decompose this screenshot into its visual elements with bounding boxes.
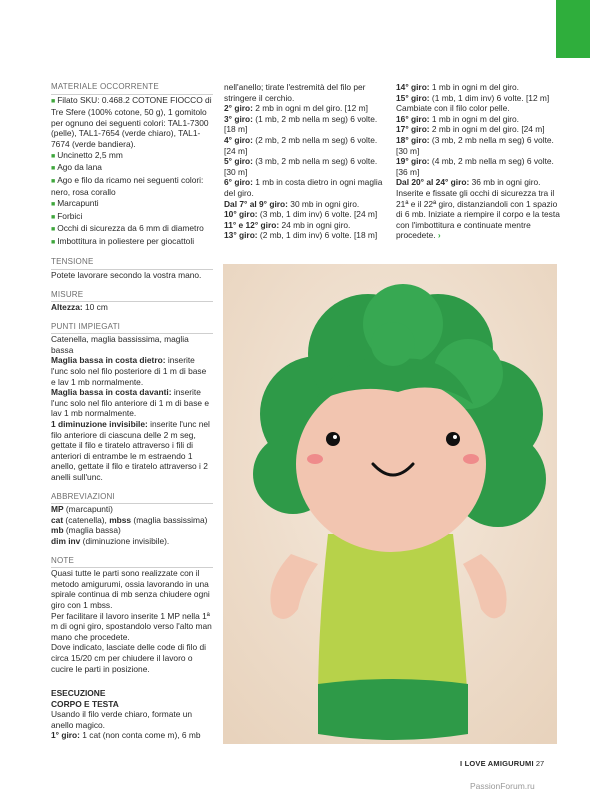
dim-inv [51, 419, 213, 483]
corpo-text: Usando il filo verde chiaro, formate un anello magico. [51, 709, 193, 730]
giro-label: 5° giro: [224, 156, 253, 167]
continue-arrow-icon: › [437, 230, 441, 241]
material-item: ■ Filato SKU: 0.468.2 COTONE FIOCCO di Tre Sfere (100% cotone, 50 g), 1 gomitolo per ognuno dei seguenti colori: TAL1-7300 (pelle), TAL1-7654 (verde chiaro), TAL1-7674 (verde bandiera). [51, 95, 213, 150]
giro-text: 1 mb in ogni m del giro. [429, 82, 519, 92]
column-1 [51, 82, 213, 741]
giro-row [224, 156, 386, 177]
mb-davanti-label: Maglia bassa in costa davanti: [51, 387, 172, 398]
abbrev-key: mb [51, 525, 64, 536]
giro-label: 11° e 12° giro: [224, 219, 280, 230]
giro-text: (3 mb, 1 dim inv) 6 volte. [24 m] [257, 209, 378, 220]
giro-label: 4° giro: [224, 134, 253, 145]
magazine-brand: I LOVE AMIGURUMI [460, 759, 534, 768]
note-paragraph: Per facilitare il lavoro inserite 1 MP nella 1ª m di ogni giro, spostandolo verso l'alto man mano che procedete. [51, 610, 212, 642]
abbrev-value: (marcapunti) [63, 504, 113, 515]
doll-right-eye [446, 432, 460, 446]
giro-row [396, 124, 560, 135]
giro-label: 2° giro: [224, 103, 253, 114]
giro-label: 15° giro: [396, 92, 430, 103]
giro-row [224, 103, 386, 114]
giro-label: 16° giro: [396, 113, 430, 124]
giro-row [396, 103, 560, 114]
giro-text: (4 mb, 2 mb nella m seg) 6 volte. [36 m] [396, 156, 554, 177]
abbrev-value: (maglia bassa) [63, 525, 121, 536]
giro-text: 1 mb in costa dietro in ogni maglia del giro. [224, 177, 383, 198]
abbrev-key: dim inv [51, 535, 81, 546]
amigurumi-photo [223, 264, 557, 744]
giro-label: 3° giro: [224, 113, 253, 124]
esecuzione-heading: ESECUZIONE [51, 688, 106, 699]
giro-row [224, 199, 386, 210]
altezza-label: Altezza: [51, 302, 83, 313]
abbrev-key: MP [51, 504, 64, 515]
material-item: ■ Ago da lana [51, 162, 213, 175]
materiale-title: MATERIALE OCCORRENTE [51, 82, 213, 95]
giro-row [396, 156, 560, 177]
giro-row [224, 230, 386, 241]
abbreviazioni-title: ABBREVIAZIONI [51, 492, 213, 505]
doll-left-cheek [307, 454, 323, 464]
giro-text: 1 cat (non conta come m), 6 mb [79, 730, 201, 741]
giro-text: (1 mb, 1 dim inv) 6 volte. [12 m] [429, 92, 550, 103]
altezza-value: 10 cm [82, 302, 108, 313]
doll-dress [318, 534, 468, 704]
page-footer [460, 759, 544, 768]
column-3 [396, 82, 560, 241]
material-item: ■ Occhi di sicurezza da 6 mm di diametro [51, 223, 213, 236]
note-paragraph: Quasi tutte le parti sono realizzate con il metodo amigurumi, ossia lavorando in una spirale continua di mb senza chiudere ogni giro con 1 mbss. [51, 568, 210, 610]
giro-row [396, 93, 560, 104]
giro-1 [51, 730, 213, 741]
material-item: ■ Imbottitura in poliestere per giocattoli [51, 236, 213, 249]
giro-label: 1° giro: [51, 730, 80, 741]
altezza-line [51, 302, 213, 313]
mb-davanti-text: inserite l'unc solo nel filo anteriore di 1 m di base e lav 1 mb normalmente. [51, 387, 210, 419]
giro-label: Dal 7° al 9° giro: [224, 198, 288, 209]
abbrev-key: mbss [109, 514, 132, 525]
doll-hair-curl [371, 322, 415, 366]
giro-text: (2 mb, 2 mb nella m seg) 6 volte. [24 m] [224, 134, 378, 156]
dim-inv-label: 1 diminuzione invisibile: [51, 419, 148, 430]
giro-row [224, 177, 386, 198]
abbrev-value: (catenella), [63, 514, 110, 525]
giro-row [224, 135, 386, 156]
tensione-title: TENSIONE [51, 257, 213, 270]
giro-label: 10° giro: [224, 209, 258, 220]
corpo-heading: CORPO E TESTA [51, 698, 119, 709]
giro-row [396, 82, 560, 93]
giro-label: 17° giro: [396, 124, 430, 135]
doll-dress-hem [318, 679, 468, 740]
doll-left-eye [326, 432, 340, 446]
abbrev-value: (diminuzione invisibile). [80, 535, 170, 546]
punti-title: PUNTI IMPIEGATI [51, 322, 213, 335]
giro-text: 24 mb in ogni giro. [279, 219, 351, 230]
giro-row [396, 135, 560, 156]
mb-dietro [51, 355, 213, 387]
giro-row [396, 177, 560, 188]
giro-text: (1 mb, 2 mb nella m seg) 6 volte. [18 m] [224, 113, 378, 135]
giro-text: 2 mb in ogni m del giro. [24 m] [429, 124, 545, 135]
abbrev-line [51, 515, 213, 526]
giro-row [224, 114, 386, 135]
green-page-tab [556, 0, 590, 58]
material-item: ■ Marcapunti [51, 198, 213, 211]
giro-text: 30 mb in ogni giro. [287, 198, 360, 209]
abbrev-line [51, 536, 213, 547]
final-instructions [396, 188, 560, 241]
tensione-text: Potete lavorare secondo la vostra mano. [51, 269, 202, 280]
intro-text: nell'anello; tirate l'estremità del filo per stringere il cerchio. [224, 82, 366, 103]
giro-label: Dal 20° al 24° giro: [396, 177, 470, 188]
giro-label: 6° giro: [224, 177, 253, 188]
doll-head [296, 376, 486, 552]
giro-label: 13° giro: [224, 230, 258, 241]
giro-text: 2 mb in ogni m del giro. [12 m] [252, 103, 368, 114]
giro-row [396, 114, 560, 125]
amigurumi-doll-illustration [223, 264, 557, 744]
giro-label: 18° giro: [396, 134, 430, 145]
misure-title: MISURE [51, 290, 213, 303]
abbrev-key: cat [51, 514, 64, 525]
mb-dietro-text: inserite l'unc solo nel filo posteriore di 1 m di base e lav 1 mb normalmente. [51, 355, 207, 387]
material-item: ■ Forbici [51, 211, 213, 224]
watermark: PassionForum.ru [470, 781, 535, 791]
abbrev-line [51, 504, 213, 515]
final-text: Inserite e fissate gli occhi di sicurezza tra il 21ª e il 22ª giro, distanziandoli con 1 spazio di 6 mb. Iniziate a riempire il corpo e la testa con l'imbottitura e continuate mentre procedete. [396, 187, 560, 241]
material-item: ■ Ago e filo da ricamo nei seguenti colori: nero, rosa corallo [51, 175, 213, 198]
abbrev-line [51, 525, 213, 536]
giro-text: (3 mb, 2 mb nella m seg) 6 volte. [30 m] [224, 156, 378, 177]
giro-text: 36 mb in ogni giro. [469, 177, 541, 188]
note-title: NOTE [51, 556, 213, 569]
material-item: ■ Uncinetto 2,5 mm [51, 150, 213, 163]
abbrev-value: (maglia bassissima) [131, 514, 208, 525]
giro-row [224, 209, 386, 220]
giro-text: 1 mb in ogni m del giro. [429, 113, 519, 124]
giro-row [224, 220, 386, 231]
giro-label: 14° giro: [396, 82, 430, 92]
giro-text: (3 mb, 2 mb nella m seg) 6 volte. [30 m] [396, 134, 554, 156]
mb-dietro-label: Maglia bassa in costa dietro: [51, 355, 166, 366]
note-paragraph: Dove indicato, lasciate delle code di filo di circa 15/20 cm per chiudere il lavoro o cucire le parti in posizione. [51, 642, 207, 674]
page-number: 27 [535, 759, 545, 768]
giro-text: Cambiate con il filo color pelle. [396, 103, 510, 114]
punti-text: Catenella, maglia bassissima, maglia bassa [51, 334, 189, 355]
mb-davanti [51, 387, 213, 419]
giro-text: (2 mb, 1 dim inv) 6 volte. [18 m] [257, 230, 378, 241]
column-2 [224, 82, 386, 241]
doll-right-cheek [463, 454, 479, 464]
dim-inv-text: inserite l'unc nel filo anteriore di ciascuna delle 2 m seg, gettate il filo e tiratelo attraverso i fili di anteriori di entrambe le m estraendo 1 anello, gettate il filo e tiratelo attraverso i 2 anelli sull'unc. [51, 419, 210, 482]
giro-label: 19° giro: [396, 156, 430, 167]
